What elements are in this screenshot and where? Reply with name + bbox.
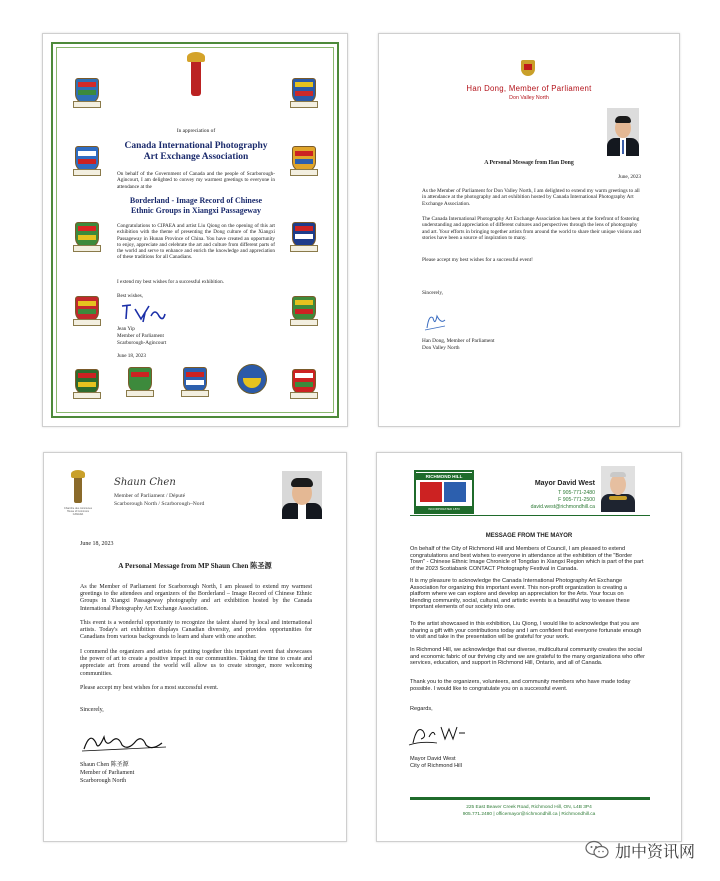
mayor-name: Mayor David West xyxy=(534,480,595,487)
paragraph-5: Thank you to the organizers, volunteers, and community members who have made today possible. I would like to congratulate you on a successful event. xyxy=(410,679,631,692)
territory-crest-icon xyxy=(183,367,207,393)
footer-contact: 905.771.2480 | officemayor@richmondhill.ca | Richmondhill.ca xyxy=(462,812,596,817)
logo-bottom-text: INCORPORATED 1873 xyxy=(416,506,472,512)
jean-yip-signature xyxy=(119,300,167,324)
signatory-riding: Don Valley North xyxy=(422,345,460,351)
paragraph-3: I commend the organizers and artists for putting together this important event that showcases the power of art to create a positive impact in our communities. Taking the time to create and appreciate art from around the world will allow us to create stronger, more welcoming communities. xyxy=(80,649,312,677)
logo-top-text: RICHMOND HILL xyxy=(416,473,472,480)
certificate-jean-yip xyxy=(42,33,348,427)
event-title: Borderland - Image Record of Chinese Ethnic Groups in Xiangxi Passageway xyxy=(129,196,263,215)
han-dong-photo xyxy=(607,108,639,156)
body-paragraph: Congratulations to CIPAEA and artist Liu Qiong on the opening of this art exhibition with the theme of presenting the Dong culture of the Xiangxi Passageway in Hunan Province of China. You have created an opportunity to enjoy, appreciate and celebrate the art and culture from different parts of the world and serve to enhance and enrich the knowledge and appreciation of these traditions for all Canadians. xyxy=(117,223,275,261)
phone-t: T 905-771-2480 xyxy=(558,490,595,496)
crest-caption-1: Chambre des communes xyxy=(64,507,92,510)
phone-f: F 905-771-2500 xyxy=(558,497,595,503)
letter-date: June 18, 2023 xyxy=(80,541,114,547)
david-west-signature xyxy=(407,721,469,747)
paragraph-2: This event is a wonderful opportunity to recognize the talent shared by local and international artists. Today's art exhibition displays Canadian diversity, and provides opportunities for Canadians from various backgrounds to learn and share with one another. xyxy=(80,620,312,641)
signatory-name: Mayor David West xyxy=(410,756,456,762)
mp-line: Member of Parliament / Député xyxy=(114,493,186,499)
crown-icon xyxy=(187,52,205,62)
province-crest-icon xyxy=(75,146,99,172)
letter-mayor-david-west xyxy=(376,452,682,842)
paragraph-3: To the artist showcased in this exhibition, Liu Qiong, I would like to acknowledge that you are sharing a gift with your contributions today and I am confident that everyone fortunate enough to visit and take in the presentation will be grateful for your work. xyxy=(410,621,642,641)
letter-date: June 18, 2023 xyxy=(117,353,146,359)
paragraph-1: On behalf of the City of Richmond Hill and Members of Council, I am pleased to extend congratulations and best wishes to everyone in attendance at the exhibition of the "Border Town" - Chinese Ethnic Image Chronicle of Tongdao in Xiangxi Region which is part of the part of the 2023 Scotiabank CONTACT Photography Festival in Canada. xyxy=(410,546,644,572)
province-crest-icon xyxy=(75,369,99,395)
province-crest-icon xyxy=(75,78,99,104)
signatory-name: Han Dong, Member of Parliament xyxy=(422,338,495,344)
closing-line: I extend my best wishes for a successful exhibition. xyxy=(117,279,225,285)
header-divider xyxy=(410,515,650,516)
riding-line: Scarborough North / Scarborough–Nord xyxy=(114,501,205,507)
wechat-icon xyxy=(585,840,609,860)
email-link[interactable]: david.west@richmondhill.ca xyxy=(530,504,595,510)
province-crest-icon xyxy=(75,296,99,322)
richmond-hill-logo xyxy=(414,470,474,514)
org-name-title: Canada International Photography Art Exchange Association xyxy=(124,141,268,162)
intro-paragraph: On behalf of the Government of Canada and the people of Scarborough-Agincourt, I am delighted to convey my warmest greetings to everyone in attendance at the xyxy=(117,171,275,190)
territory-crest-icon xyxy=(292,369,316,395)
signatory-title: Member of Parliament xyxy=(80,770,135,776)
signatory-riding: Scarborough North xyxy=(80,778,127,784)
crest-caption-2: House of Commons xyxy=(66,510,90,513)
shaun-chen-photo xyxy=(282,471,322,519)
message-heading: A Personal Message from Han Dong xyxy=(484,160,574,166)
logo-crest-icon xyxy=(420,482,442,502)
paragraph-2: The Canada International Photography Art Exchange Association has been at the forefront of fostering understanding and appreciation of different cultures and perspectives through the lens of photography and art. Your efforts in bringing together artists from around the world to share their unique visions and stories have been a source of inspiration to many. xyxy=(422,216,641,241)
sincerely-line: Sincerely, xyxy=(80,707,104,713)
crown-icon xyxy=(71,470,85,478)
signatory-city: City of Richmond Hill xyxy=(410,763,462,769)
footer-address: 225 East Beaver Creek Road, Richmond Hill, ON, L4B 3P4 xyxy=(466,805,592,810)
message-heading: A Personal Message from MP Shaun Chen 陈圣源 xyxy=(118,562,272,570)
coat-of-arms-icon xyxy=(521,60,535,76)
letter-date: June, 2023 xyxy=(618,174,641,180)
paragraph-4: In Richmond Hill, we acknowledge that our diverse, multicultural community creates the social and economic fabric of our thriving city and we are grateful to the many organizations who offer services, education, and support in Richmond Hill, Ontario, and all of Canada. xyxy=(410,647,645,667)
mayor-photo xyxy=(601,466,635,512)
paragraph-4: Please accept my best wishes for a most successful event. xyxy=(80,685,219,691)
province-crest-icon xyxy=(292,296,316,322)
province-crest-icon xyxy=(292,146,316,172)
wechat-watermark xyxy=(585,836,715,864)
wishes-line: Best wishes, xyxy=(117,293,143,299)
paragraph-2: It is my pleasure to acknowledge the Canada International Photography Art Exchange Association for organizing this important event. This non-profit organization is creating a platform where we can explore and develop an appreciation for the Arts. Your focus on blending community, social, cultural, and artistic events is a beautiful way to weave these important elements of our society into one. xyxy=(410,578,630,611)
message-heading: MESSAGE FROM THE MAYOR xyxy=(485,533,573,539)
regards-line: Regards, xyxy=(410,706,433,712)
territory-crest-icon xyxy=(128,367,152,393)
mp-header-riding: Don Valley North xyxy=(509,95,549,101)
chain-of-office xyxy=(609,496,627,500)
logo-crest-icon xyxy=(444,482,466,502)
script-name: Shaun Chen xyxy=(114,477,176,488)
watermark-text: 加中资讯网 xyxy=(615,843,696,861)
shaun-chen-signature xyxy=(80,729,170,755)
sincerely-line: Sincerely, xyxy=(422,290,443,296)
paragraph-3: Please accept my best wishes for a successful event! xyxy=(422,257,533,263)
mp-header-name: Han Dong, Member of Parliament xyxy=(466,84,592,93)
province-crest-icon xyxy=(292,78,316,104)
han-dong-signature xyxy=(423,310,449,332)
signatory-name: Jean Yip xyxy=(117,326,135,332)
signatory-title: Member of Parliament xyxy=(117,333,164,339)
territory-seal-icon xyxy=(237,364,267,394)
province-crest-icon xyxy=(75,222,99,248)
letter-han-dong xyxy=(378,33,680,427)
signatory-riding: Scarborough-Agincourt xyxy=(117,340,167,346)
appreciation-line: In appreciation of xyxy=(176,128,216,134)
paragraph-1: As the Member of Parliament for Scarborough North, I am pleased to extend my warmest greetings to the attendees and organizers of the Borderland – Image Record of Chinese Ethnic Groups in Xiangxi Passageway photography and art exhibition hosted by the Canada International Photography Art Exchange Association. xyxy=(80,584,312,612)
province-crest-icon xyxy=(292,222,316,248)
crest-caption-3: CANADA xyxy=(72,513,84,516)
paragraph-1: As the Member of Parliament for Don Valley North, I am delighted to extend my warm greetings to all in attendance at the photography and art exhibition hosted by Canada International Photography Art Exchange Association. xyxy=(422,188,640,207)
signatory-name: Shaun Chen 陈圣源 xyxy=(80,762,129,768)
footer-divider xyxy=(410,797,650,800)
letter-shaun-chen xyxy=(43,452,347,842)
